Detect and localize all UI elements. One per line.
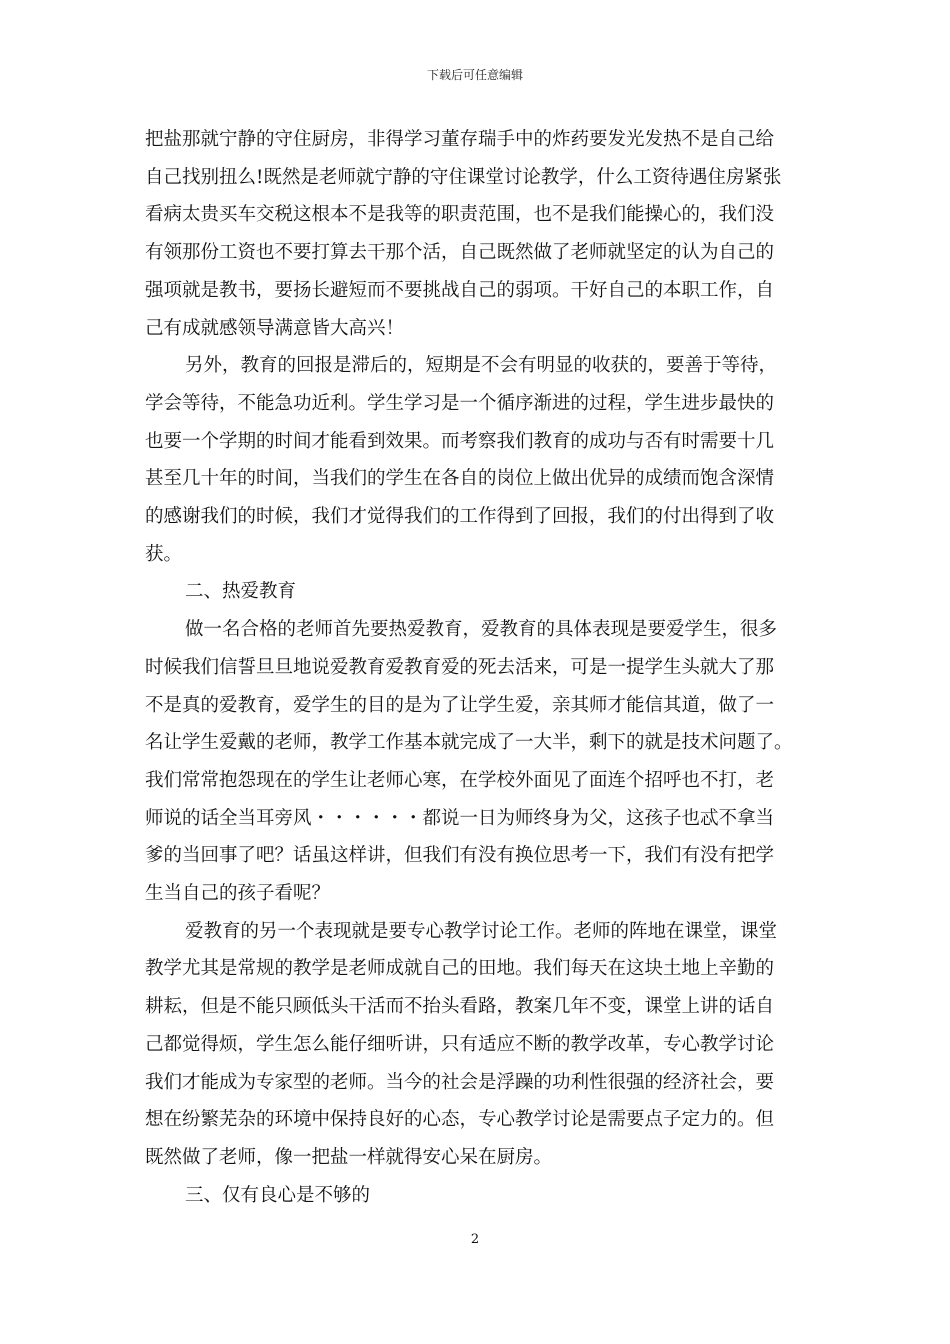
text-line: 做一名合格的老师首先要热爱教育，爱教育的具体表现是要爱学生，很多: [185, 619, 778, 641]
text-line: 不是真的爱教育，爱学生的目的是为了让学生爱，亲其师才能信其道，做了一: [145, 694, 775, 716]
text-line: 甚至几十年的时间，当我们的学生在各自的岗位上做出优异的成绩而饱含深情: [145, 468, 775, 490]
text-line: 二、热爱教育: [185, 581, 297, 603]
text-line: 的感谢我们的时候，我们才觉得我们的工作得到了回报，我们的付出得到了收: [145, 506, 775, 527]
text-line: 学会等待，不能急功近利。学生学习是一个循序渐进的过程，学生进步最快的: [145, 392, 775, 414]
text-line: 既然做了老师，像一把盐一样就得安心呆在厨房。: [145, 1146, 553, 1168]
text-line: 有领那份工资也不要打算去干那个活，自己既然做了老师就坚定的认为自己的: [145, 242, 775, 264]
page-number: 2: [470, 1232, 480, 1247]
text-line: 名让学生爱戴的老师，教学工作基本就完成了一大半，剩下的就是技术问题了。: [145, 732, 793, 754]
text-line: 教学尤其是常规的教学是老师成就自己的田地。我们每天在这块土地上辛勤的: [145, 958, 775, 980]
text-line: 耕耘，但是不能只顾低头干活而不抬头看路，教案几年不变，课堂上讲的话自: [145, 996, 775, 1018]
text-line: 把盐那就宁静的守住厨房，非得学习董存瑞手中的炸药要发光发热不是自己给: [145, 129, 775, 150]
text-line: 获。: [145, 543, 183, 565]
page-header: 下载后可任意编辑: [426, 68, 523, 82]
text-line: 爹的当回事了吧？话虽这样讲，但我们有没有换位思考一下，我们有没有把学: [145, 845, 775, 867]
text-line: 三、仅有良心是不够的: [185, 1184, 371, 1206]
text-line: 也要一个学期的时间才能看到效果。而考察我们教育的成功与否有时需要十几: [145, 430, 775, 452]
text-line: 爱教育的另一个表现就是要专心教学讨论工作。老师的阵地在课堂，课堂: [185, 920, 778, 942]
text-line: 我们才能成为专家型的老师。当今的社会是浮躁的功利性很强的经济社会，要: [145, 1071, 775, 1093]
text-line: 自己找别扭么!既然是老师就宁静的守住课堂讨论教学，什么工资待遇住房紧张: [145, 166, 782, 188]
text-line: 我们常常抱怨现在的学生让老师心寒，在学校外面见了面连个招呼也不打，老: [145, 769, 775, 791]
text-line: 看病太贵买车交税这根本不是我等的职责范围，也不是我们能操心的，我们没: [145, 204, 775, 226]
text-line: 生当自己的孩子看呢？: [145, 883, 331, 904]
text-line: 想在纷繁芜杂的环境中保持良好的心态，专心教学讨论是需要点子定力的。但: [145, 1109, 775, 1131]
text-line: 师说的话全当耳旁风・・・・・・都说一日为师终身为父，这孩子也忒不拿当: [145, 807, 775, 829]
text-line: 强项就是教书，要扬长避短而不要挑战自己的弱项。干好自己的本职工作，自: [145, 279, 775, 301]
text-line: 己有成就感领导满意皆大高兴！: [145, 317, 405, 339]
text-line: 另外，教育的回报是滞后的，短期是不会有明显的收获的，要善于等待，: [185, 355, 778, 377]
text-line: 己都觉得烦，学生怎么能仔细听讲，只有适应不断的教学改革，专心教学讨论: [145, 1033, 775, 1055]
text-line: 时候我们信誓旦旦地说爱教育爱教育爱的死去活来，可是一提学生头就大了那: [145, 656, 775, 678]
